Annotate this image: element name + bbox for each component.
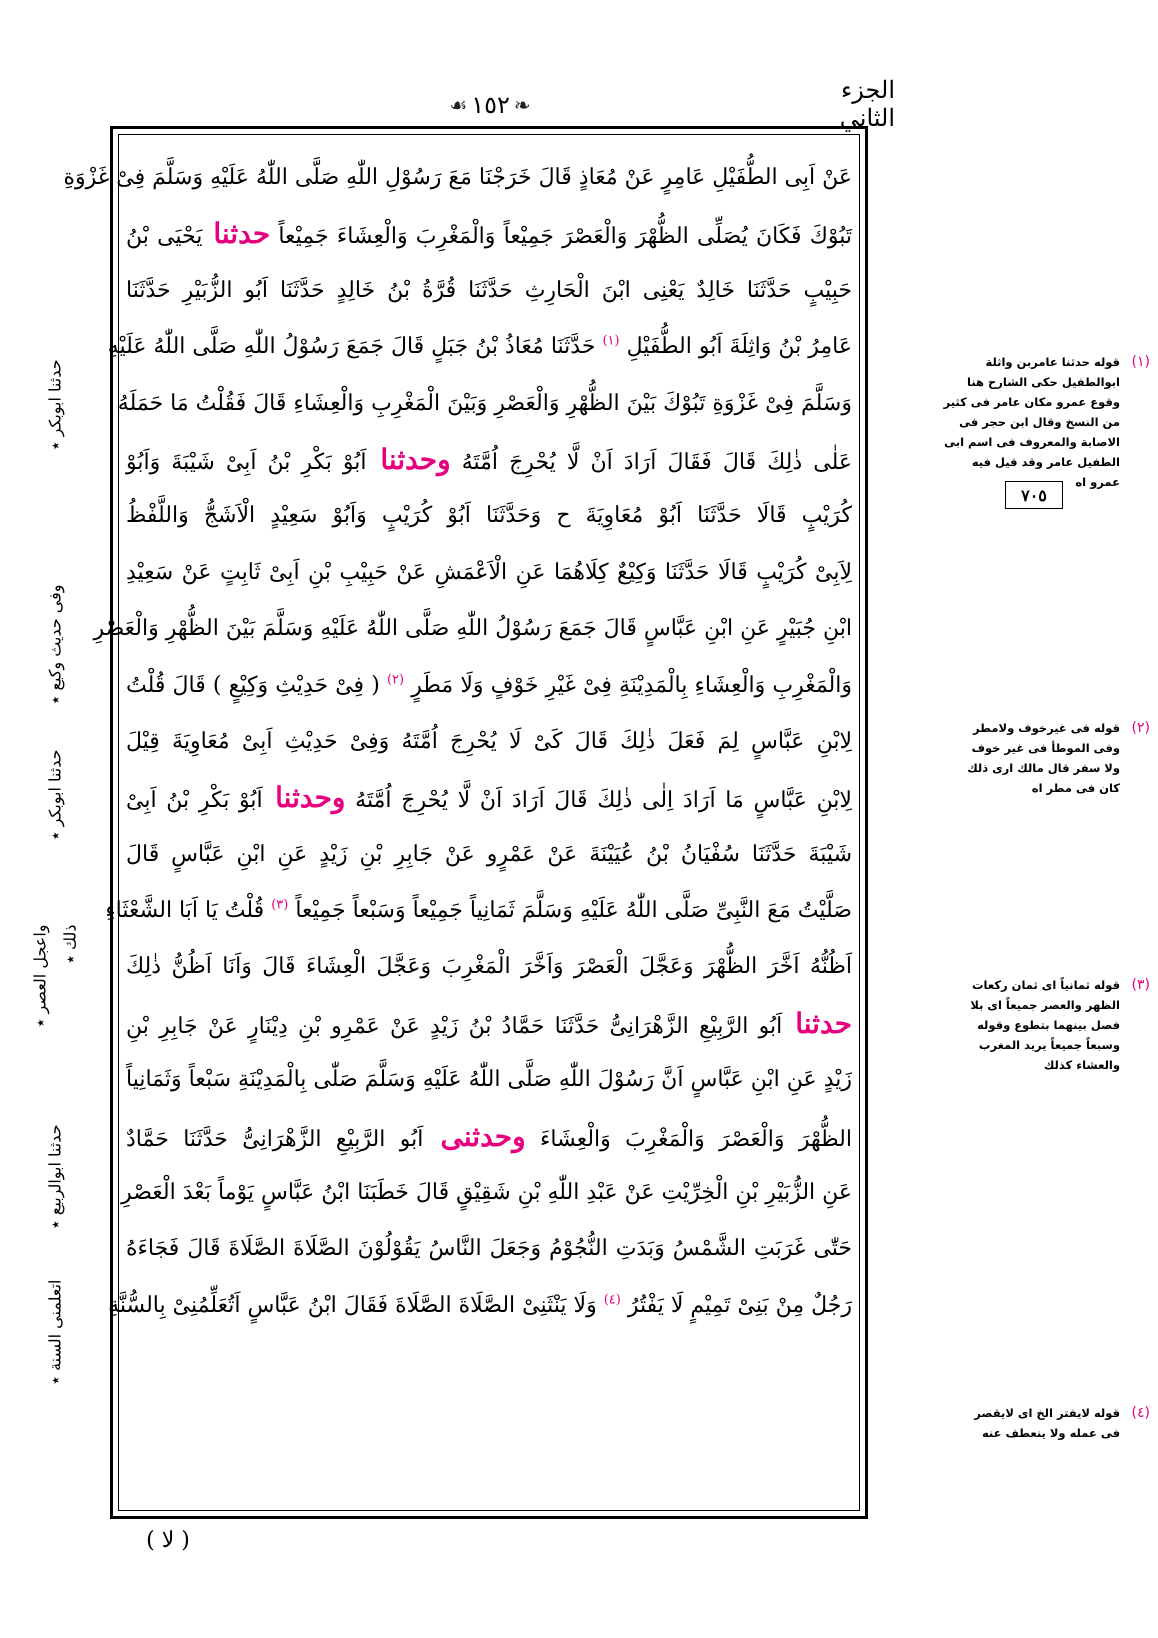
text-line: شَيْبَةَ حَدَّثَنَا سُفْيَانُ بْنُ عُيَيْنَةَ عَنْ عَمْرٍو عَنْ جَابِرِ بْنِ زَيْدٍ عَنِ ابْنِ عَبَّاسٍ قَالَ xyxy=(126,841,852,867)
hadith-text-body xyxy=(63,150,853,1505)
footnote-ref[interactable]: (٢) xyxy=(386,672,405,688)
text-line: حَتّٰى غَرَبَتِ الشَّمْسُ وَبَدَتِ النُّجُوْمُ وَجَعَلَ النَّاسُ يَقُوْلُوْنَ الصَّلَاةَ الصَّلَاةَ قَالَ فَجَاءَهُ xyxy=(126,1236,852,1262)
text-line: حَبِيْبٍ حَدَّثَنَا خَالِدٌ يَعْنِى ابْنَ الْحَارِثِ حَدَّثَنَا قُرَّةُ بْنُ خَالِدٍ حَدَّثَنَا اَبُو الزُّبَيْرِ حَدَّثَنَا xyxy=(126,277,852,303)
text-line: عَنِ الزُّبَيْرِ بْنِ الْخِرِّيْتِ عَنْ عَبْدِ اللّٰهِ بْنِ شَقِيْقٍ قَالَ خَطَبَنَا ابْنُ عَبَّاسٍ يَوْماً بَعْدَ الْعَصْرِ xyxy=(121,1180,852,1206)
text-line: زَيْدٍ عَنِ ابْنِ عَبَّاسٍ اَنَّ رَسُوْلَ اللّٰهِ صَلَّى اللّٰهُ عَلَيْهِ وَسَلَّمَ صَلّٰى بِالْمَدِيْنَةِ سَبْعاً وَثَمَانِياً xyxy=(126,1067,852,1093)
footnote-1 xyxy=(870,352,1150,492)
narration-keyword: حدثنا xyxy=(782,1006,852,1040)
footnote-text: قوله فى غيرخوف ولامطر وفى الموطأ فى غير خوف ولا سفر قال مالك ارى ذلك كان فى مطر اه xyxy=(967,721,1120,795)
text-line: الظُّهْرَ وَالْعَصْرَ وَالْمَغْرِبَ وَالْعِشَاءَ وحدثنى اَبُو الرَّبِيْعِ الزَّهْرَانِىُّ حَدَّثَنَا حَمَّادٌ xyxy=(126,1119,853,1153)
side-note: وفى حديث وكيع ٭ xyxy=(45,584,65,705)
side-note: حدثنا ابوبكر ٭ xyxy=(45,749,65,841)
narration-keyword: وحدثنا xyxy=(366,442,451,476)
text-line: لِابْنِ عَبَّاسٍ مَا اَرَادَ اِلٰى ذٰلِكَ قَالَ اَرَادَ اَنْ لَّا يُحْرِجَ اُمَّتَهُ وحدثنا اَبُوْ بَكْرِ بْنُ اَبِىْ xyxy=(126,781,852,815)
footnote-text: قوله لايفتر الخ اى لايقصر فى عمله ولا ينعطف عنه xyxy=(974,1406,1120,1440)
footnote-number: (٢) xyxy=(1131,720,1150,736)
text-line: عَنْ اَبِى الطُّفَيْلِ عَامِرٍ عَنْ مُعَاذٍ قَالَ خَرَجْنَا مَعَ رَسُوْلِ اللّٰهِ صَلَّى اللّٰهُ عَلَيْهِ وَسَلَّمَ فِىْ غَزْوَةِ xyxy=(63,165,852,190)
side-note: حدثنا ابوالربيع ٭ xyxy=(45,1124,65,1229)
footnote-number: (٣) xyxy=(1131,977,1150,993)
footnote-text: قوله ثمانياً اى ثمان ركعات الظهر والعصر جميعاً اى بلا فصل بينهما بتطوع وقوله وسبعاً جميعاً يريد المغرب والعشاء كذلك xyxy=(970,978,1120,1072)
volume-title: الجزء الثاني xyxy=(839,76,895,132)
text-line: صَلَّيْتُ مَعَ النَّبِىِّ صَلَّى اللّٰهُ عَلَيْهِ وَسَلَّمَ ثَمَانِياً جَمِيْعاً وَسَبْعاً جَمِيْعاً $^{(٣)}$ قُلْتُ يَا اَبَا الشَّعْثَاءِ xyxy=(105,897,852,924)
text-line: كُرَيْبٍ قَالَا حَدَّثَنَا اَبُوْ مُعَاوِيَةَ ح وَحَدَّثَنَا اَبُوْ كُرَيْبٍ وَاَبُوْ سَعِيْدٍ الْاَشَجُّ وَاللَّفْظُ xyxy=(126,503,852,529)
text-line: تَبُوْكَ فَكَانَ يُصَلِّى الظُّهْرَ وَالْعَصْرَ جَمِيْعاً وَالْمَغْرِبَ وَالْعِشَاءَ جَمِيْعاً حدثنا يَحْيَى بْنُ xyxy=(126,217,852,251)
footnote-ref[interactable]: (١) xyxy=(602,333,620,349)
text-line: ابْنِ جُبَيْرٍ عَنِ ابْنِ عَبَّاسٍ قَالَ جَمَعَ رَسُوْلُ اللّٰهِ صَلَّى اللّٰهُ عَلَيْهِ وَسَلَّمَ بَيْنَ الظُّهْرِ وَالْعَصْرِ xyxy=(93,616,852,642)
page-number xyxy=(420,88,560,122)
side-note: ذلك ٭ xyxy=(60,924,80,964)
side-note: اتعلمنى السنة ٭ xyxy=(45,1279,65,1385)
narration-keyword: وحدثنا xyxy=(262,781,346,815)
footnote-ref[interactable]: (٤) xyxy=(603,1292,621,1308)
hadith-number-badge: ٧٠٥ xyxy=(1005,481,1063,509)
narration-keyword: وحدثنى xyxy=(423,1119,526,1153)
page-number-text: ١٥٢ xyxy=(471,91,510,119)
text-line: رَجُلٌ مِنْ بَنِىْ تَمِيْمٍ لَا يَفْتُرُ $^{(٤)}$ وَلَا يَنْثَنِىْ الصَّلَاةَ الصَّلَاةَ فَقَالَ ابْنُ عَبَّاسٍ اَتُعَلِّمُنِىْ بِالسُّنَّةِ xyxy=(108,1292,852,1318)
text-line: عَلٰى ذٰلِكَ قَالَ فَقَالَ اَرَادَ اَنْ لَّا يُحْرِجَ اُمَّتَهُ وحدثنا اَبُوْ بَكْرِ بْنُ اَبِىْ شَيْبَةَ وَاَبُوْ xyxy=(126,442,852,476)
text-line: وَسَلَّمَ فِىْ غَزْوَةِ تَبُوْكَ بَيْنَ الظُّهْرِ وَالْعَصْرِ وَبَيْنَ الْمَغْرِبِ وَالْعِشَاءِ قَالَ فَقُلْتُ مَا حَمَلَهُ xyxy=(117,390,852,416)
text-line: لِابْنِ عَبَّاسٍ لِمَ فَعَلَ ذٰلِكَ قَالَ كَىْ لَا يُحْرِجَ اُمَّتَهُ وَفِىْ حَدِيْثِ اَبِىْ مُعَاوِيَةَ قِيْلَ xyxy=(126,728,852,754)
text-line: عَامِرُ بْنُ وَاثِلَةَ اَبُو الطُّفَيْلِ $^{(١)}$ حَدَّثَنَا مُعَاذُ بْنُ جَبَلٍ قَالَ جَمَعَ رَسُوْلُ اللّٰهِ صَلَّى اللّٰهُ عَلَيْهِ xyxy=(107,333,852,360)
ornament-icon: ☙ xyxy=(449,93,468,117)
text-line: اَظُنُّهُ اَخَّرَ الظُّهْرَ وَعَجَّلَ الْعَصْرَ وَاَخَّرَ الْمَغْرِبَ وَعَجَّلَ الْعِشَاءَ قَالَ وَاَنَا اَظُنُّ ذٰلِكَ xyxy=(126,954,852,980)
text-line: حدثنا اَبُو الرَّبِيْعِ الزَّهْرَانِىُّ حَدَّثَنَا حَمَّادُ بْنُ زَيْدٍ عَنْ عَمْرِو بْنِ دِيْنَارٍ عَنْ جَابِرِ بْنِ xyxy=(126,1006,852,1040)
footnote-text: قوله حدثنا عامربن واثلة ابوالطفيل حكى الشارح هنا وقوع عمرو مكان عامر فى كثير من النسخ وقال ابن حجر فى الاصابة والمعروف فى اسم ابى الطفيل عامر وقد قيل فيه عمرو اه xyxy=(943,355,1120,489)
footer-page-label: ( لا ) xyxy=(146,1528,190,1553)
footnote-2 xyxy=(870,718,1150,798)
narration-keyword: حدثنا xyxy=(202,217,271,251)
footnote-number: (١) xyxy=(1131,354,1150,370)
text-line: وَالْمَغْرِبِ وَالْعِشَاءِ بِالْمَدِيْنَةِ فِىْ غَيْرِ خَوْفٍ وَلَا مَطَرٍ $^{(٢)}$ ( فِىْ حَدِيْثِ وَكِيْعٍ ) قَالَ قُلْتُ xyxy=(126,672,852,698)
side-note: حدثنا ابوبكر ٭ xyxy=(45,359,65,451)
side-note: واعجل العصر ٭ xyxy=(30,924,50,1028)
ornament-icon: ❧ xyxy=(513,93,531,117)
footnote-ref[interactable]: (٣) xyxy=(271,897,289,913)
footnote-3 xyxy=(870,975,1150,1075)
margin-notes xyxy=(0,0,105,1638)
text-line: لِاَبِىْ كُرَيْبٍ قَالَا حَدَّثَنَا وَكِيْعٌ كِلَاهُمَا عَنِ الْاَعْمَشِ عَنْ حَبِيْبِ بْنِ اَبِىْ ثَابِتٍ عَنْ سَعِيْدِ xyxy=(126,559,852,585)
footnote-4 xyxy=(870,1403,1150,1443)
footnote-number: (٤) xyxy=(1131,1405,1150,1421)
